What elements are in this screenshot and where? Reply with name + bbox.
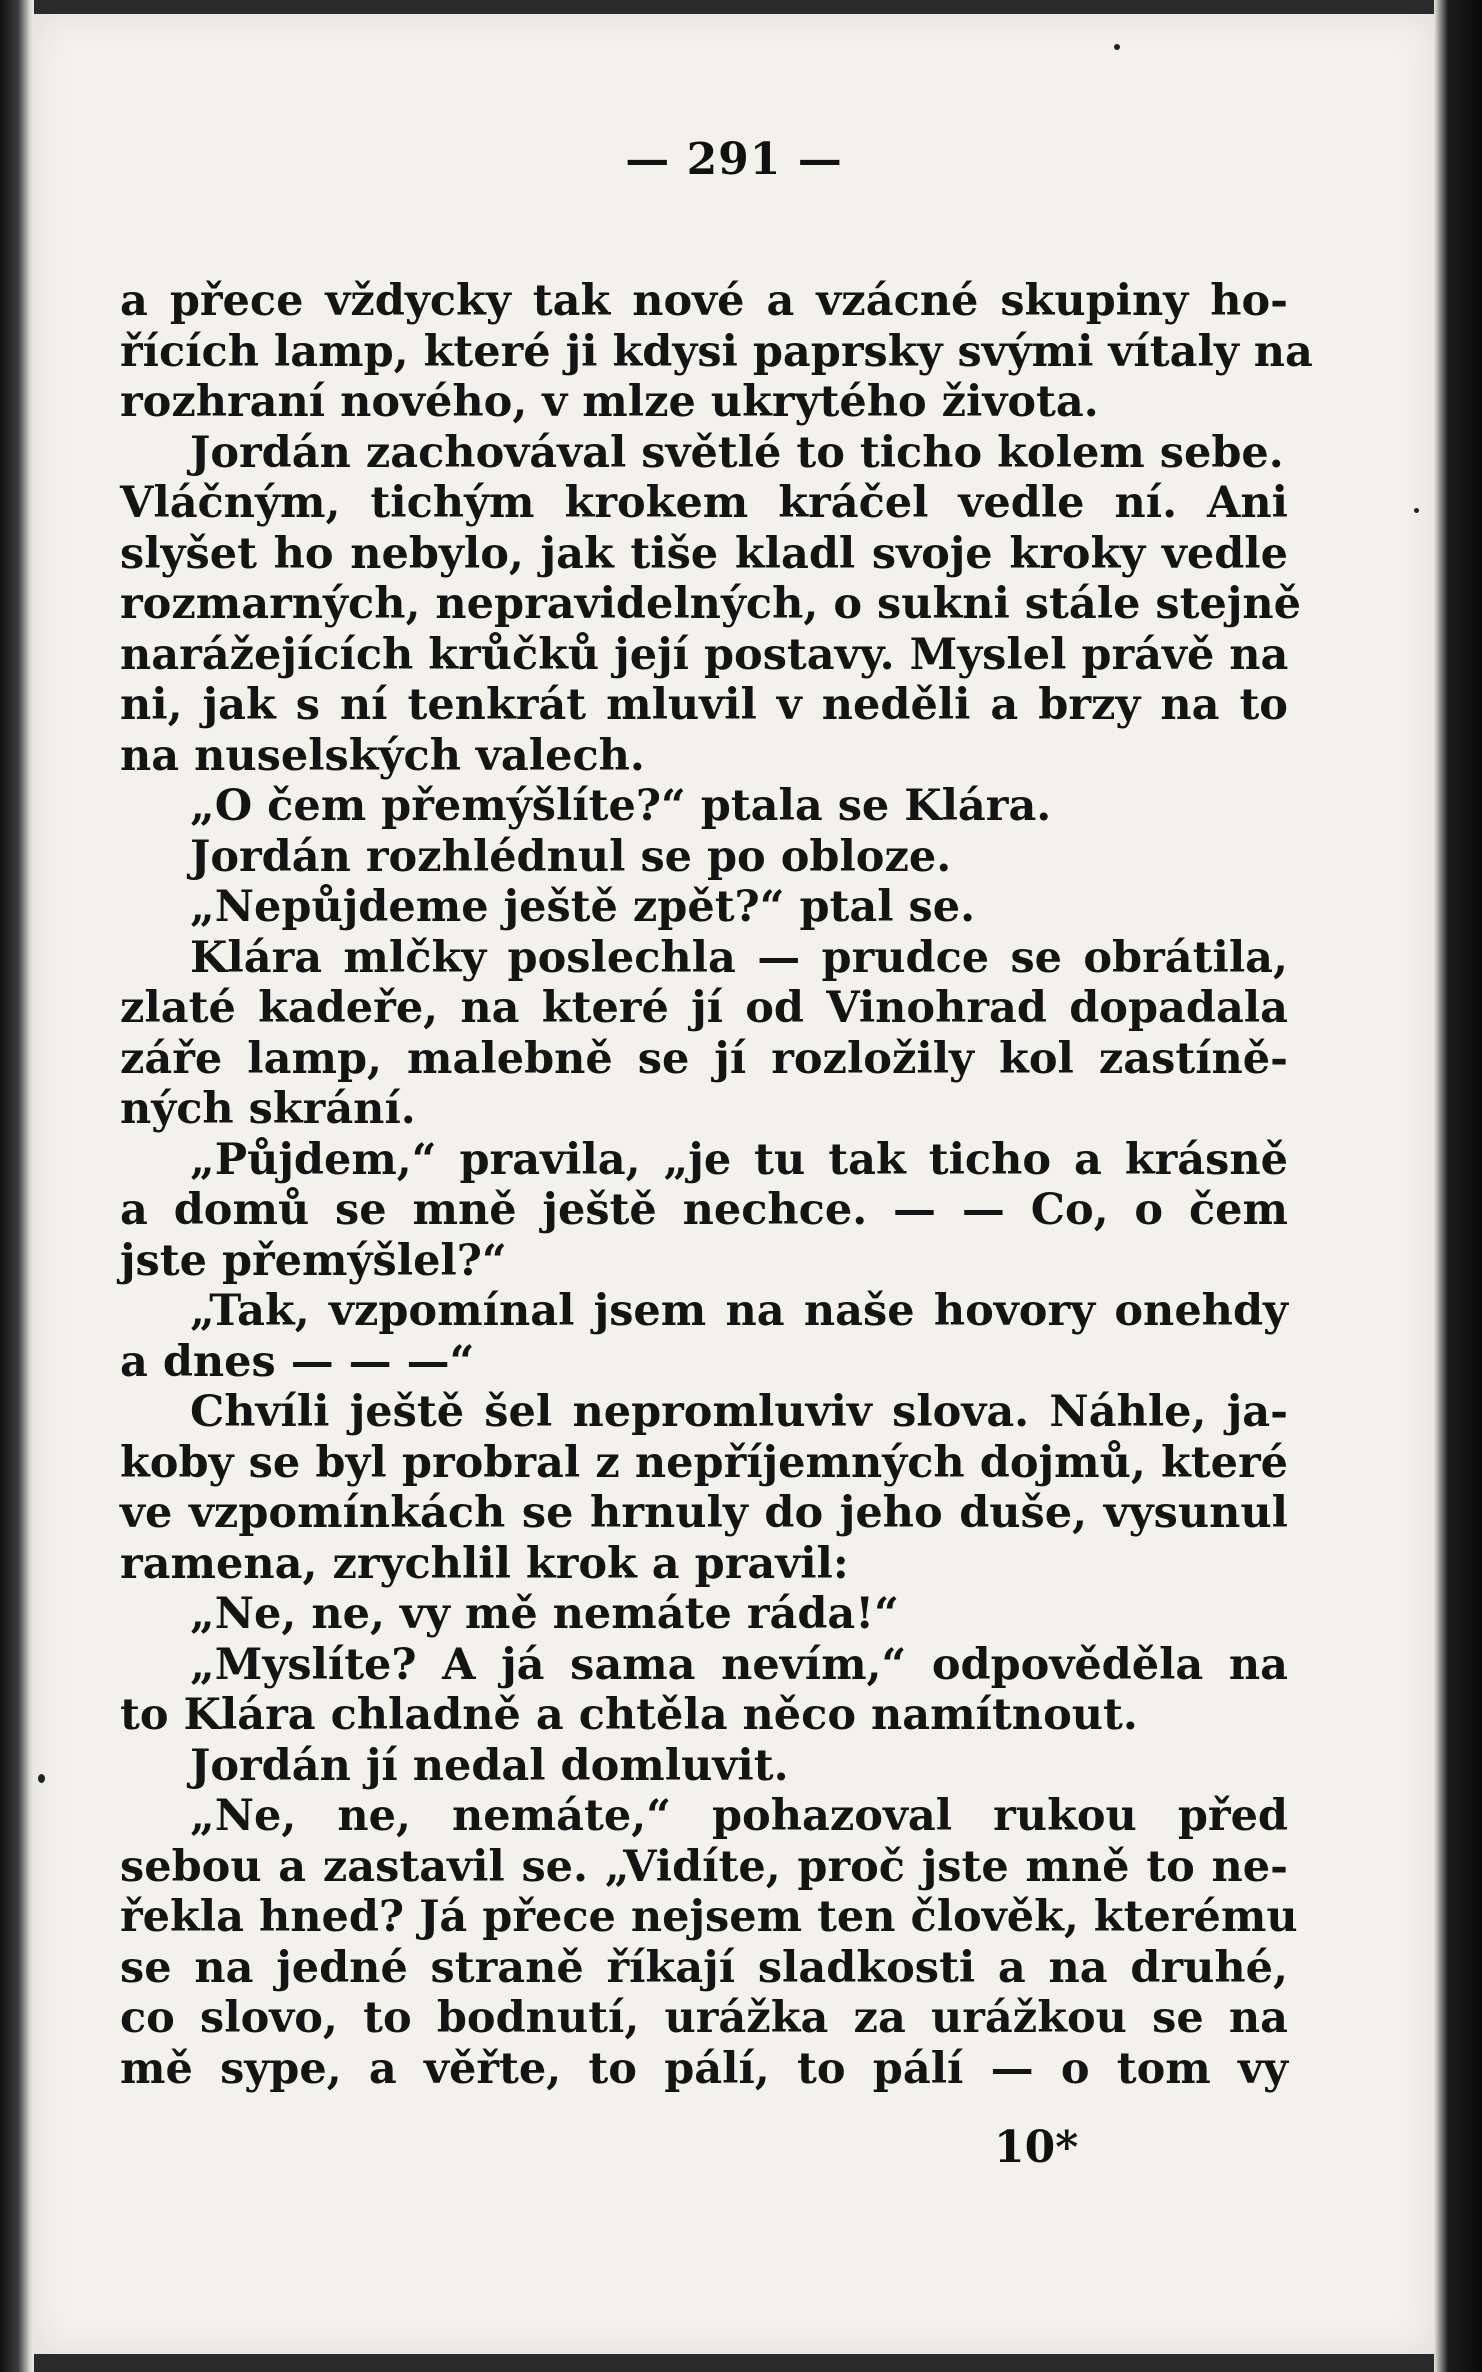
paper-speck	[38, 1774, 45, 1783]
text-line: ve vzpomínkách se hrnuly do jeho duše, vysunul	[120, 1488, 1288, 1538]
text-line: ných skrání.	[120, 1084, 416, 1134]
text-line: se na jedné straně říkají sladkosti a na druhé,	[120, 1942, 1288, 1993]
text-line: rozmarných, nepravidelných, o sukni stále stejně	[120, 579, 1302, 629]
text-line: ramena, zrychlil krok a pravil:	[120, 1538, 849, 1589]
text-line: zlaté kadeře, na které jí od Vinohrad dopadala	[120, 983, 1288, 1033]
text-line: a přece vždycky tak nové a vzácné skupiny ho-	[120, 276, 1288, 326]
printer-signature-mark: 10*	[994, 2122, 1079, 2173]
text-line: mě sype, a věřte, to pálí, to pálí — o tom vy	[120, 2043, 1288, 2094]
text-line: koby se byl probral z nepříjemných dojmů, které	[120, 1437, 1288, 1488]
text-line: narážejících krůčků její postavy. Myslel právě na	[120, 629, 1289, 680]
book-page	[34, 14, 1434, 2354]
text-line: „Tak, vzpomínal jsem na naše hovory onehdy	[190, 1286, 1288, 1336]
text-line: na nuselských valech.	[120, 730, 645, 781]
text-line: „Myslíte? A já sama nevím,“ odpověděla na	[190, 1639, 1288, 1690]
text-line: ni, jak s ní tenkrát mluvil v neděli a brzy na to	[120, 680, 1288, 730]
text-line: to Klára chladně a chtěla něco namítnout.	[120, 1690, 1138, 1740]
book-gutter-edge	[0, 0, 34, 2372]
text-line: sebou a zastavil se. „Vidíte, proč jste mně to ne-	[120, 1841, 1288, 1892]
text-line: slyšet ho nebylo, jak tiše kladl svoje kroky vedle	[120, 528, 1288, 579]
text-line: Klára mlčky poslechla — prudce se obrátila,	[190, 932, 1288, 983]
text-line: co slovo, to bodnutí, urážka za urážkou se na	[120, 1993, 1288, 2043]
paper-speck	[1114, 44, 1120, 50]
book-outer-edge	[1434, 0, 1482, 2372]
text-line: „Ne, ne, nemáte,“ pohazoval rukou před	[190, 1791, 1288, 1841]
text-line: Jordán rozhlédnul se po obloze.	[190, 831, 952, 882]
text-line: a dnes — — —“	[120, 1336, 475, 1387]
page-body-text	[120, 276, 1313, 2094]
page-number: — 291 —	[625, 134, 843, 185]
text-line: „O čem přemýšlíte?“ ptala se Klára.	[190, 781, 1052, 831]
text-line: Jordán zachovával světlé to ticho kolem sebe.	[190, 427, 1284, 478]
text-line: jste přemýšlel?“	[120, 1235, 507, 1286]
text-line: „Nepůjdeme ještě zpět?“ ptal se.	[190, 882, 976, 932]
text-line: Vláčným, tichým krokem kráčel vedle ní. Ani	[120, 478, 1288, 528]
paper-speck	[1414, 508, 1419, 513]
text-line: Jordán jí nedal domluvit.	[190, 1740, 789, 1791]
text-line: „Půjdem,“ pravila, „je tu tak ticho a krásně	[190, 1134, 1288, 1185]
text-line: řekla hned? Já přece nejsem ten člověk, kterému	[120, 1892, 1298, 1942]
text-line: Chvíli ještě šel nepromluviv slova. Náhle, ja-	[190, 1387, 1288, 1437]
text-line: rozhraní nového, v mlze ukrytého života.	[120, 377, 1099, 427]
text-line: „Ne, ne, vy mě nemáte ráda!“	[190, 1589, 899, 1639]
text-line: a domů se mně ještě nechce. — — Co, o čem	[120, 1185, 1288, 1235]
text-line: záře lamp, malebně se jí rozložily kol zastíně-	[120, 1033, 1288, 1084]
text-line: řících lamp, které ji kdysi paprsky svými vítaly na	[120, 326, 1313, 377]
